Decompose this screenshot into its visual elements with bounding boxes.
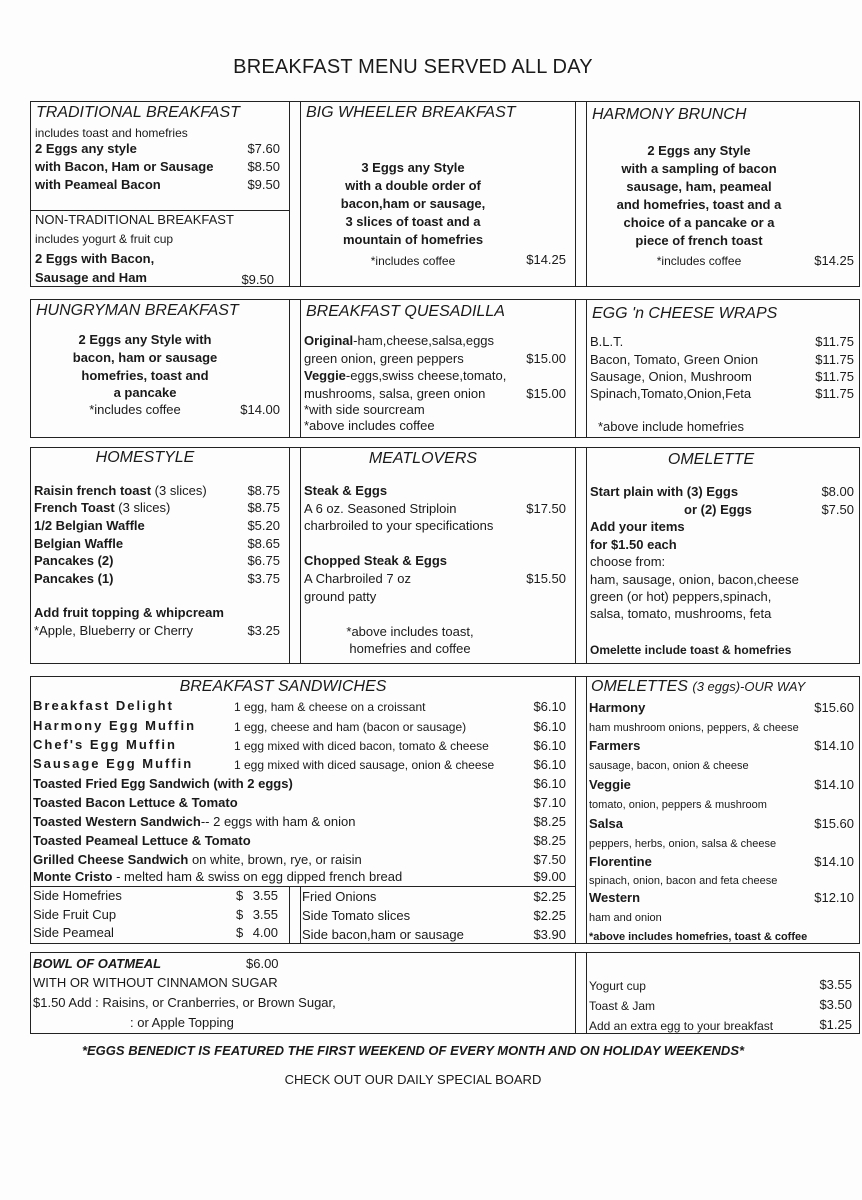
omelette-note: Omelette include toast & homefries <box>590 643 792 657</box>
sandwich-monte: Monte Cristo <box>33 869 113 884</box>
meatlovers-steak-desc2: charbroiled to your specifications <box>304 518 494 533</box>
sandwich-name: Breakfast Delight <box>33 698 174 713</box>
homestyle-item-name: Pancakes (1) <box>34 571 114 586</box>
quesadilla-original-price: $15.00 <box>526 351 566 366</box>
quesadilla-veggie-desc: -eggs,swiss cheese,tomato, <box>345 368 507 383</box>
our-way-desc: sausage, bacon, onion & cheese <box>589 760 749 772</box>
page-title: BREAKFAST MENU SERVED ALL DAY <box>233 56 593 78</box>
sandwich-price: $6.10 <box>533 757 566 772</box>
big-wheeler-line: bacon,ham or sausage, <box>340 196 486 211</box>
big-wheeler-line: with a double order of <box>345 178 481 193</box>
homestyle-item-price: $5.20 <box>247 518 280 533</box>
side-currency: $ <box>236 925 244 940</box>
side-name: Side Homefries <box>33 888 122 903</box>
homestyle-topping-options: *Apple, Blueberry or Cherry <box>34 623 193 638</box>
omelette-add: Add your items <box>590 519 685 534</box>
wrap-price: $11.75 <box>815 352 854 367</box>
harmony-brunch-line: sausage, ham, peameal <box>626 179 772 194</box>
meatlovers-chopped-desc2: ground patty <box>304 589 377 604</box>
big-wheeler-line: mountain of homefries <box>342 232 484 247</box>
oatmeal-line: $1.50 Add : Raisins, or Cranberries, or Brown Sugar, <box>33 995 336 1010</box>
omelette-option: salsa, tomato, mushrooms, feta <box>590 606 772 621</box>
meatlovers-steak-price: $17.50 <box>526 501 566 516</box>
wrap-name: Sausage, Onion, Mushroom <box>590 369 752 384</box>
big-wheeler-line: 3 slices of toast and a <box>345 214 481 229</box>
traditional-heading: TRADITIONAL BREAKFAST <box>36 104 240 121</box>
side-currency: $ <box>236 888 244 903</box>
extra-name: Yogurt cup <box>589 979 646 993</box>
side-price: $3.90 <box>533 927 566 942</box>
homestyle-item-price: $8.75 <box>247 500 280 515</box>
our-way-desc: ham and onion <box>589 912 662 924</box>
sandwiches-heading: BREAKFAST SANDWICHES <box>179 678 387 695</box>
footer-special-board: CHECK OUT OUR DAILY SPECIAL BOARD <box>284 1072 542 1087</box>
hungryman-line: 2 Eggs any Style with <box>78 332 212 347</box>
traditional-item-name: with Peameal Bacon <box>35 177 161 192</box>
sandwich-peameal: Toasted Peameal Lettuce & Tomato <box>33 833 251 848</box>
oatmeal-name: BOWL OF OATMEAL <box>33 956 162 971</box>
side-currency: $ <box>236 907 244 922</box>
harmony-brunch-price: $14.25 <box>814 253 854 268</box>
our-way-price: $12.10 <box>814 890 854 905</box>
sandwich-desc: 1 egg mixed with diced sausage, onion & cheese <box>234 758 495 772</box>
big-wheeler-line: 3 Eggs any Style <box>361 160 465 175</box>
sandwich-name: Harmony Egg Muffin <box>33 718 197 733</box>
our-way-desc: spinach, onion, bacon and feta cheese <box>589 875 778 887</box>
sandwich-price: $8.25 <box>533 814 566 829</box>
sandwich-grilled-desc: on white, brown, rye, or raisin <box>188 852 362 867</box>
side-name: Side Fruit Cup <box>33 907 117 922</box>
our-way-price: $14.10 <box>814 777 854 792</box>
wraps-note: *above include homefries <box>598 419 744 434</box>
our-way-name: Western <box>589 890 641 905</box>
our-way-note: *above includes homefries, toast & coffee <box>589 931 808 943</box>
traditional-item-price: $8.50 <box>247 159 280 174</box>
homestyle-item-price: $8.65 <box>247 536 280 551</box>
homestyle-item-name: Raisin french toast <box>34 483 152 498</box>
omelette-add: for $1.50 each <box>590 537 677 552</box>
sandwich-price: $8.25 <box>533 833 566 848</box>
homestyle-item-price: $6.75 <box>247 553 280 568</box>
quesadilla-original-desc2: green onion, green peppers <box>304 351 464 366</box>
extra-name: Add an extra egg to your breakfast <box>589 1019 774 1033</box>
quesadilla-heading: BREAKFAST QUESADILLA <box>306 303 505 320</box>
our-way-price: $15.60 <box>814 700 854 715</box>
side-name: Fried Onions <box>302 889 377 904</box>
hungryman-line: a pancake <box>113 385 177 400</box>
meatlovers-chopped-name: Chopped Steak & Eggs <box>304 553 448 568</box>
sandwich-price: $9.00 <box>533 869 566 884</box>
sandwich-western-desc: -- 2 eggs with ham & onion <box>200 814 356 829</box>
homestyle-item-price: $3.75 <box>247 571 280 586</box>
homestyle-item-price: $8.75 <box>247 483 280 498</box>
traditional-note: includes toast and homefries <box>35 126 188 140</box>
our-way-price: $15.60 <box>814 816 854 831</box>
non-traditional-line: Sausage and Ham <box>35 270 147 285</box>
harmony-brunch-line: and homefries, toast and a <box>616 197 782 212</box>
sandwich-fried-egg: Toasted Fried Egg Sandwich (with 2 eggs) <box>33 776 293 791</box>
side-price: 3.55 <box>252 888 278 903</box>
quesadilla-original-desc: -ham,cheese,salsa,eggs <box>353 333 495 348</box>
hungryman-line: bacon, ham or sausage <box>72 350 218 365</box>
homestyle-item-detail: (3 slices) <box>151 483 207 498</box>
harmony-brunch-line: piece of french toast <box>635 233 763 248</box>
meatlovers-steak-name: Steak & Eggs <box>304 483 388 498</box>
big-wheeler-price: $14.25 <box>526 252 566 267</box>
hungryman-line: homefries, toast and <box>81 368 209 383</box>
our-way-name: Farmers <box>589 738 641 753</box>
homestyle-topping: Add fruit topping & whipcream <box>34 605 224 620</box>
non-traditional-note: includes yogurt & fruit cup <box>35 232 174 246</box>
meatlovers-chopped-desc: A Charbroiled 7 oz <box>304 571 411 586</box>
homestyle-item-detail: (3 slices) <box>114 500 171 515</box>
wrap-name: Bacon, Tomato, Green Onion <box>590 352 759 367</box>
our-way-name: Salsa <box>589 816 623 831</box>
omelette-start: Start plain with (3) Eggs <box>590 484 739 499</box>
sandwich-desc: 1 egg, ham & cheese on a croissant <box>234 700 426 714</box>
our-way-name: Veggie <box>589 777 631 792</box>
harmony-brunch-heading: HARMONY BRUNCH <box>592 106 747 123</box>
oatmeal-line: WITH OR WITHOUT CINNAMON SUGAR <box>33 975 278 990</box>
homestyle-item-name: 1/2 Belgian Waffle <box>34 518 145 533</box>
harmony-brunch-line: with a sampling of bacon <box>621 161 777 176</box>
our-way-price: $14.10 <box>814 854 854 869</box>
omelette-or2-price: $7.50 <box>821 502 854 517</box>
sandwich-price: $6.10 <box>533 776 566 791</box>
traditional-item-price: $9.50 <box>247 177 280 192</box>
omelette-or2: or (2) Eggs <box>684 502 752 517</box>
footer-benedict: *EGGS BENEDICT IS FEATURED THE FIRST WEEKEND OF EVERY MONTH AND ON HOLIDAY WEEKENDS* <box>81 1043 745 1058</box>
sandwich-name: Sausage Egg Muffin <box>33 756 194 771</box>
non-traditional-line: 2 Eggs with Bacon, <box>35 251 155 266</box>
side-price: 3.55 <box>252 907 278 922</box>
omelette-heading: OMELETTE <box>667 451 755 468</box>
wrap-price: $11.75 <box>815 369 854 384</box>
non-traditional-heading: NON-TRADITIONAL BREAKFAST <box>35 212 234 227</box>
side-name: Side Peameal <box>33 925 114 940</box>
omelette-start-price: $8.00 <box>821 484 854 499</box>
omelette-choose: choose from: <box>590 554 666 569</box>
quesadilla-original-name: Original <box>304 333 354 348</box>
sandwich-price: $6.10 <box>533 719 566 734</box>
non-traditional-price: $9.50 <box>241 272 274 287</box>
harmony-brunch-line: choice of a pancake or a <box>623 215 775 230</box>
sandwich-price: $6.10 <box>533 738 566 753</box>
homestyle-topping-price: $3.25 <box>247 623 280 638</box>
quesadilla-veggie-price: $15.00 <box>526 386 566 401</box>
meatlovers-heading: MEATLOVERS <box>368 450 478 467</box>
wraps-heading: EGG 'n CHEESE WRAPS <box>592 305 778 322</box>
traditional-item-name: with Bacon, Ham or Sausage <box>35 159 214 174</box>
extra-price: $3.55 <box>819 977 852 992</box>
sandwich-desc: 1 egg, cheese and ham (bacon or sausage) <box>234 720 467 734</box>
sandwich-price: $7.50 <box>533 852 566 867</box>
homestyle-heading: HOMESTYLE <box>95 449 195 466</box>
hungryman-heading: HUNGRYMAN BREAKFAST <box>36 302 239 319</box>
side-name: Side bacon,ham or sausage <box>302 927 464 942</box>
our-way-heading-small: (3 eggs)-OUR WAY <box>692 679 806 694</box>
wrap-name: B.L.T. <box>590 334 624 349</box>
homestyle-item-name: Belgian Waffle <box>34 536 124 551</box>
homestyle-item-name: French Toast <box>34 500 115 515</box>
side-price: 4.00 <box>252 925 278 940</box>
wrap-price: $11.75 <box>815 386 854 401</box>
meatlovers-chopped-price: $15.50 <box>526 571 566 586</box>
oatmeal-line: : or Apple Topping <box>130 1015 234 1030</box>
omelette-option: green (or hot) peppers,spinach, <box>590 589 772 604</box>
oatmeal-price: $6.00 <box>246 956 279 971</box>
side-price: $2.25 <box>533 889 566 904</box>
sandwich-blt: Toasted Bacon Lettuce & Tomato <box>33 795 238 810</box>
meatlovers-note: *above includes toast, <box>346 624 474 639</box>
our-way-heading: OMELETTES <box>591 678 688 695</box>
our-way-price: $14.10 <box>814 738 854 753</box>
traditional-item-price: $7.60 <box>247 141 280 156</box>
sandwich-monte-desc: - melted ham & swiss on egg dipped french bread <box>112 869 403 884</box>
sandwich-desc: 1 egg mixed with diced bacon, tomato & cheese <box>234 739 489 753</box>
our-way-desc: peppers, herbs, onion, salsa & cheese <box>589 838 777 850</box>
extra-price: $1.25 <box>819 1017 852 1032</box>
hungryman-price: $14.00 <box>240 402 280 417</box>
our-way-desc: tomato, onion, peppers & mushroom <box>589 799 767 811</box>
extra-name: Toast & Jam <box>589 999 656 1013</box>
wrap-name: Spinach,Tomato,Onion,Feta <box>590 386 752 401</box>
side-name: Side Tomato slices <box>302 908 411 923</box>
quesadilla-veggie-name: Veggie <box>304 368 346 383</box>
omelette-option: ham, sausage, onion, bacon,cheese <box>590 572 799 587</box>
meatlovers-steak-desc: A 6 oz. Seasoned Striploin <box>304 501 457 516</box>
sandwich-grilled: Grilled Cheese Sandwich <box>33 852 189 867</box>
side-price: $2.25 <box>533 908 566 923</box>
meatlovers-note: homefries and coffee <box>349 641 471 656</box>
harmony-brunch-note: *includes coffee <box>656 254 742 268</box>
big-wheeler-note: *includes coffee <box>370 254 456 268</box>
quesadilla-note: *above includes coffee <box>304 418 435 433</box>
sandwich-western: Toasted Western Sandwich <box>33 814 201 829</box>
extra-price: $3.50 <box>819 997 852 1012</box>
sandwich-price: $6.10 <box>533 699 566 714</box>
our-way-name: Harmony <box>589 700 646 715</box>
our-way-name: Florentine <box>589 854 652 869</box>
sandwich-name: Chef's Egg Muffin <box>33 737 177 752</box>
harmony-brunch-line: 2 Eggs any Style <box>647 143 751 158</box>
homestyle-item-name: Pancakes (2) <box>34 553 114 568</box>
hungryman-note: *includes coffee <box>89 402 181 417</box>
our-way-desc: ham mushroom onions, peppers, & cheese <box>589 722 799 734</box>
traditional-item-name: 2 Eggs any style <box>35 141 137 156</box>
big-wheeler-heading: BIG WHEELER BREAKFAST <box>306 104 516 121</box>
quesadilla-veggie-desc2: mushrooms, salsa, green onion <box>304 386 486 401</box>
quesadilla-note: *with side sourcream <box>304 402 425 417</box>
wrap-price: $11.75 <box>815 334 854 349</box>
sandwich-price: $7.10 <box>533 795 566 810</box>
